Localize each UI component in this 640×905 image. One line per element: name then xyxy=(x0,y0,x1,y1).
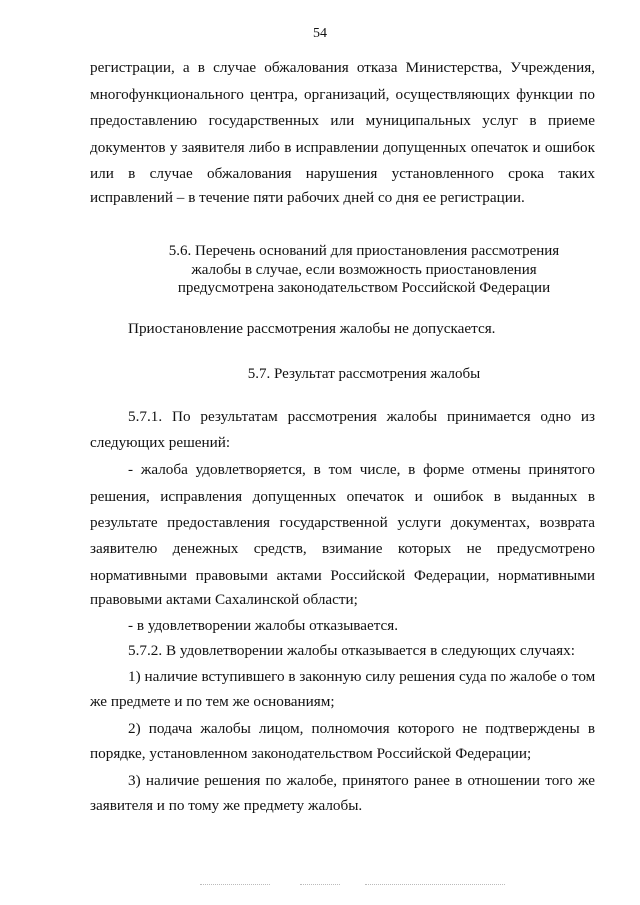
paragraph-line: исправлений – в течение пяти рабочих дней со дня ее регистрации. xyxy=(90,189,525,206)
option-satisfied-line: заявителю денежных средств, взимание которых не предусмотрено xyxy=(90,540,595,557)
item-5-7-2: 5.7.2. В удовлетворении жалобы отказывается в следующих случаях: xyxy=(128,642,575,659)
option-refused: - в удовлетворении жалобы отказывается. xyxy=(128,617,399,634)
scan-artifact xyxy=(365,884,505,891)
item-5-7-1-line: 5.7.1. По результатам рассмотрения жалобы принимается одно из xyxy=(128,408,595,425)
item-5-7-1-line: следующих решений: xyxy=(90,434,231,451)
paragraph-line: документов у заявителя либо в исправлении допущенных опечаток и ошибок xyxy=(90,139,595,156)
section-heading-5-7: 5.7. Результат рассмотрения жалобы xyxy=(247,366,481,382)
scan-artifact xyxy=(300,884,340,891)
paragraph-line: многофункционального центра, организаций, осуществляющих функции по xyxy=(90,86,595,103)
section-5-6-text: Приостановление рассмотрения жалобы не допускается. xyxy=(128,320,496,337)
option-satisfied-line: решения, исправления допущенных опечаток и ошибок в выданных в xyxy=(90,488,595,505)
section-heading-5-6: 5.6. Перечень оснований для приостановления рассмотрения xyxy=(168,243,560,259)
page-number: 54 xyxy=(313,26,327,41)
case-2-line: 2) подача жалобы лицом, полномочия которого не подтверждены в xyxy=(128,720,595,737)
section-heading-5-6: жалобы в случае, если возможность приостановления xyxy=(191,262,537,278)
case-3-line: заявителя и по тому же предмету жалобы. xyxy=(90,797,363,814)
option-satisfied-line: правовыми актами Сахалинской области; xyxy=(90,591,358,608)
case-1-line: же предмете и по тем же основаниям; xyxy=(90,693,335,710)
paragraph-line: или в случае обжалования нарушения установленного срока таких xyxy=(90,165,595,182)
paragraph-line: предоставлению государственных или муниципальных услуг в приеме xyxy=(90,112,595,129)
case-3-line: 3) наличие решения по жалобе, принятого ранее в отношении того же xyxy=(128,772,595,789)
case-2-line: порядке, установленном законодательством Российской Федерации; xyxy=(90,745,532,762)
option-satisfied-line: нормативными правовыми актами Российской Федерации, нормативными xyxy=(90,567,595,584)
paragraph-line: регистрации, а в случае обжалования отказа Министерства, Учреждения, xyxy=(90,59,595,76)
scan-artifact xyxy=(200,884,270,891)
option-satisfied-line: - жалоба удовлетворяется, в том числе, в форме отмены принятого xyxy=(128,461,595,478)
case-1-line: 1) наличие вступившего в законную силу решения суда по жалобе о том xyxy=(128,668,596,685)
section-heading-5-6: предусмотрена законодательством Российской Федерации xyxy=(177,280,551,296)
option-satisfied-line: результате предоставления государственной услуги документах, возврата xyxy=(90,514,595,531)
